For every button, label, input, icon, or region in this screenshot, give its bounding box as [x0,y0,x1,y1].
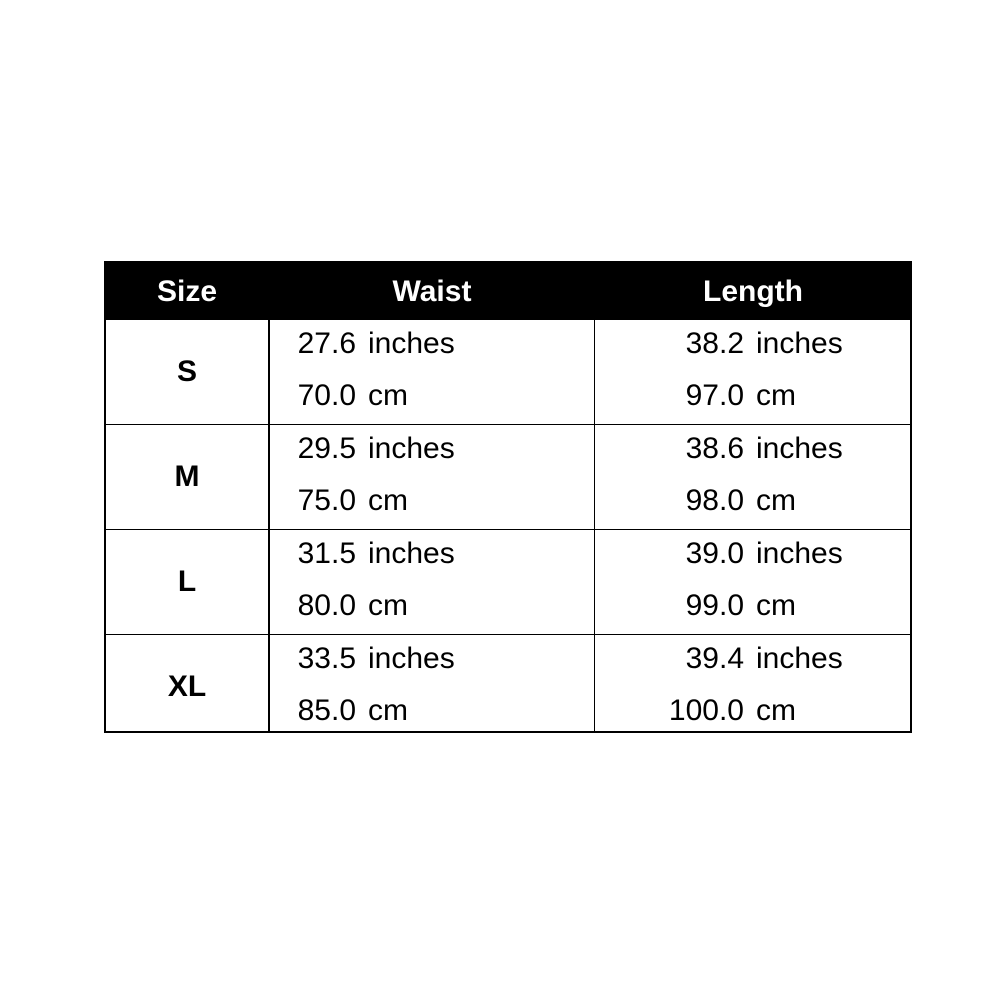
length-inches [608,327,843,361]
waist-inches-value: 27.6 [297,327,356,360]
waist-cm-unit: cm [368,589,408,622]
length-cm [608,694,796,728]
table-row [106,425,910,530]
length-inches-unit: inches [756,537,843,570]
length-inches [608,432,843,466]
waist-inches-unit: inches [368,327,455,360]
length-cm-unit: cm [756,589,796,622]
waist-cm-unit: cm [368,484,408,517]
header-size: Size [156,275,218,308]
waist-inches-unit: inches [368,432,455,465]
size-chart-table [104,261,912,733]
waist-cm [246,589,408,623]
waist-inches-value: 29.5 [297,432,356,465]
waist-inches-value: 33.5 [297,642,356,675]
size-label: S [176,355,197,388]
length-cm-unit: cm [756,379,796,412]
size-label: XL [167,670,207,703]
waist-cm-unit: cm [368,694,408,727]
waist-inches-unit: inches [368,537,455,570]
table-row [106,635,910,739]
table-row [106,530,910,635]
header-waist: Waist [392,275,472,308]
length-inches-unit: inches [756,327,843,360]
length-inches-value: 38.2 [685,327,744,360]
waist-inches-value: 31.5 [297,537,356,570]
waist-cm-value: 80.0 [297,589,356,622]
length-cm-unit: cm [756,694,796,727]
waist-inches [246,537,455,571]
length-inches-value: 38.6 [685,432,744,465]
length-cm-unit: cm [756,484,796,517]
length-cm [608,484,796,518]
header-length: Length [703,275,803,308]
waist-cm [246,694,408,728]
waist-inches [246,432,455,466]
waist-cm-value: 70.0 [297,379,356,412]
length-cm-value: 100.0 [668,694,744,727]
waist-cm-value: 75.0 [297,484,356,517]
waist-cm [246,379,408,413]
waist-cm-unit: cm [368,379,408,412]
waist-inches-unit: inches [368,642,455,675]
length-inches-value: 39.0 [685,537,744,570]
waist-inches [246,327,455,361]
length-inches-unit: inches [756,432,843,465]
length-cm-value: 98.0 [685,484,744,517]
waist-cm-value: 85.0 [297,694,356,727]
length-cm-value: 97.0 [685,379,744,412]
length-inches [608,537,843,571]
waist-cm [246,484,408,518]
length-cm [608,379,796,413]
waist-inches [246,642,455,676]
size-label: L [177,565,197,598]
length-inches-value: 39.4 [685,642,744,675]
table-row [106,320,910,425]
size-label: M [174,460,200,493]
length-cm [608,589,796,623]
length-inches [608,642,843,676]
length-cm-value: 99.0 [685,589,744,622]
length-inches-unit: inches [756,642,843,675]
table-header-row [106,263,910,320]
